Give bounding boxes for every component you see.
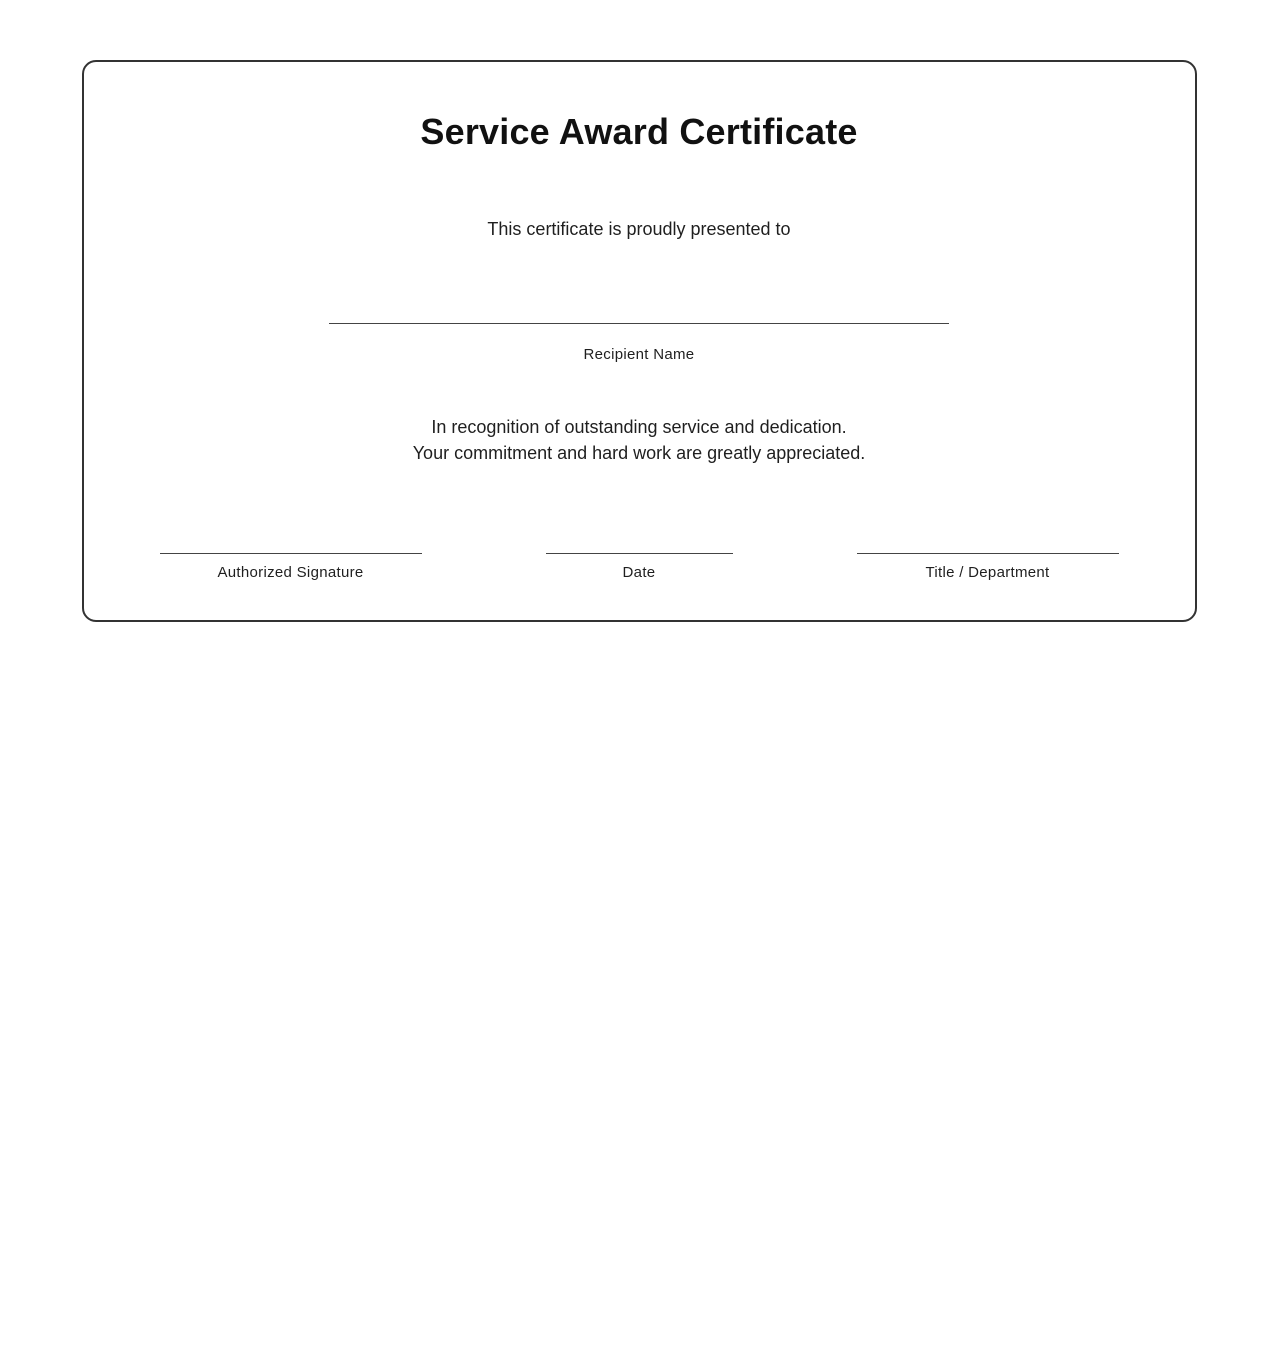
recognition-line-1: In recognition of outstanding service and dedication. — [431, 417, 847, 437]
title-department-block — [857, 553, 1119, 583]
recognition-text — [84, 414, 1195, 466]
authorized-signature-block — [160, 553, 422, 583]
page-title: Service Award Certificate — [420, 111, 858, 152]
recipient-name-label: Recipient Name — [583, 346, 695, 363]
signature-row — [84, 553, 1195, 583]
authorized-signature-label: Authorized Signature — [217, 564, 364, 581]
title-department-label: Title / Department — [925, 564, 1050, 581]
recipient-name-line — [329, 323, 949, 324]
date-label: Date — [622, 564, 656, 581]
recognition-line-2: Your commitment and hard work are greatly appreciated. — [412, 443, 866, 463]
certificate-card — [82, 60, 1197, 622]
presented-to-text: This certificate is proudly presented to — [487, 219, 791, 239]
date-block — [546, 553, 733, 583]
